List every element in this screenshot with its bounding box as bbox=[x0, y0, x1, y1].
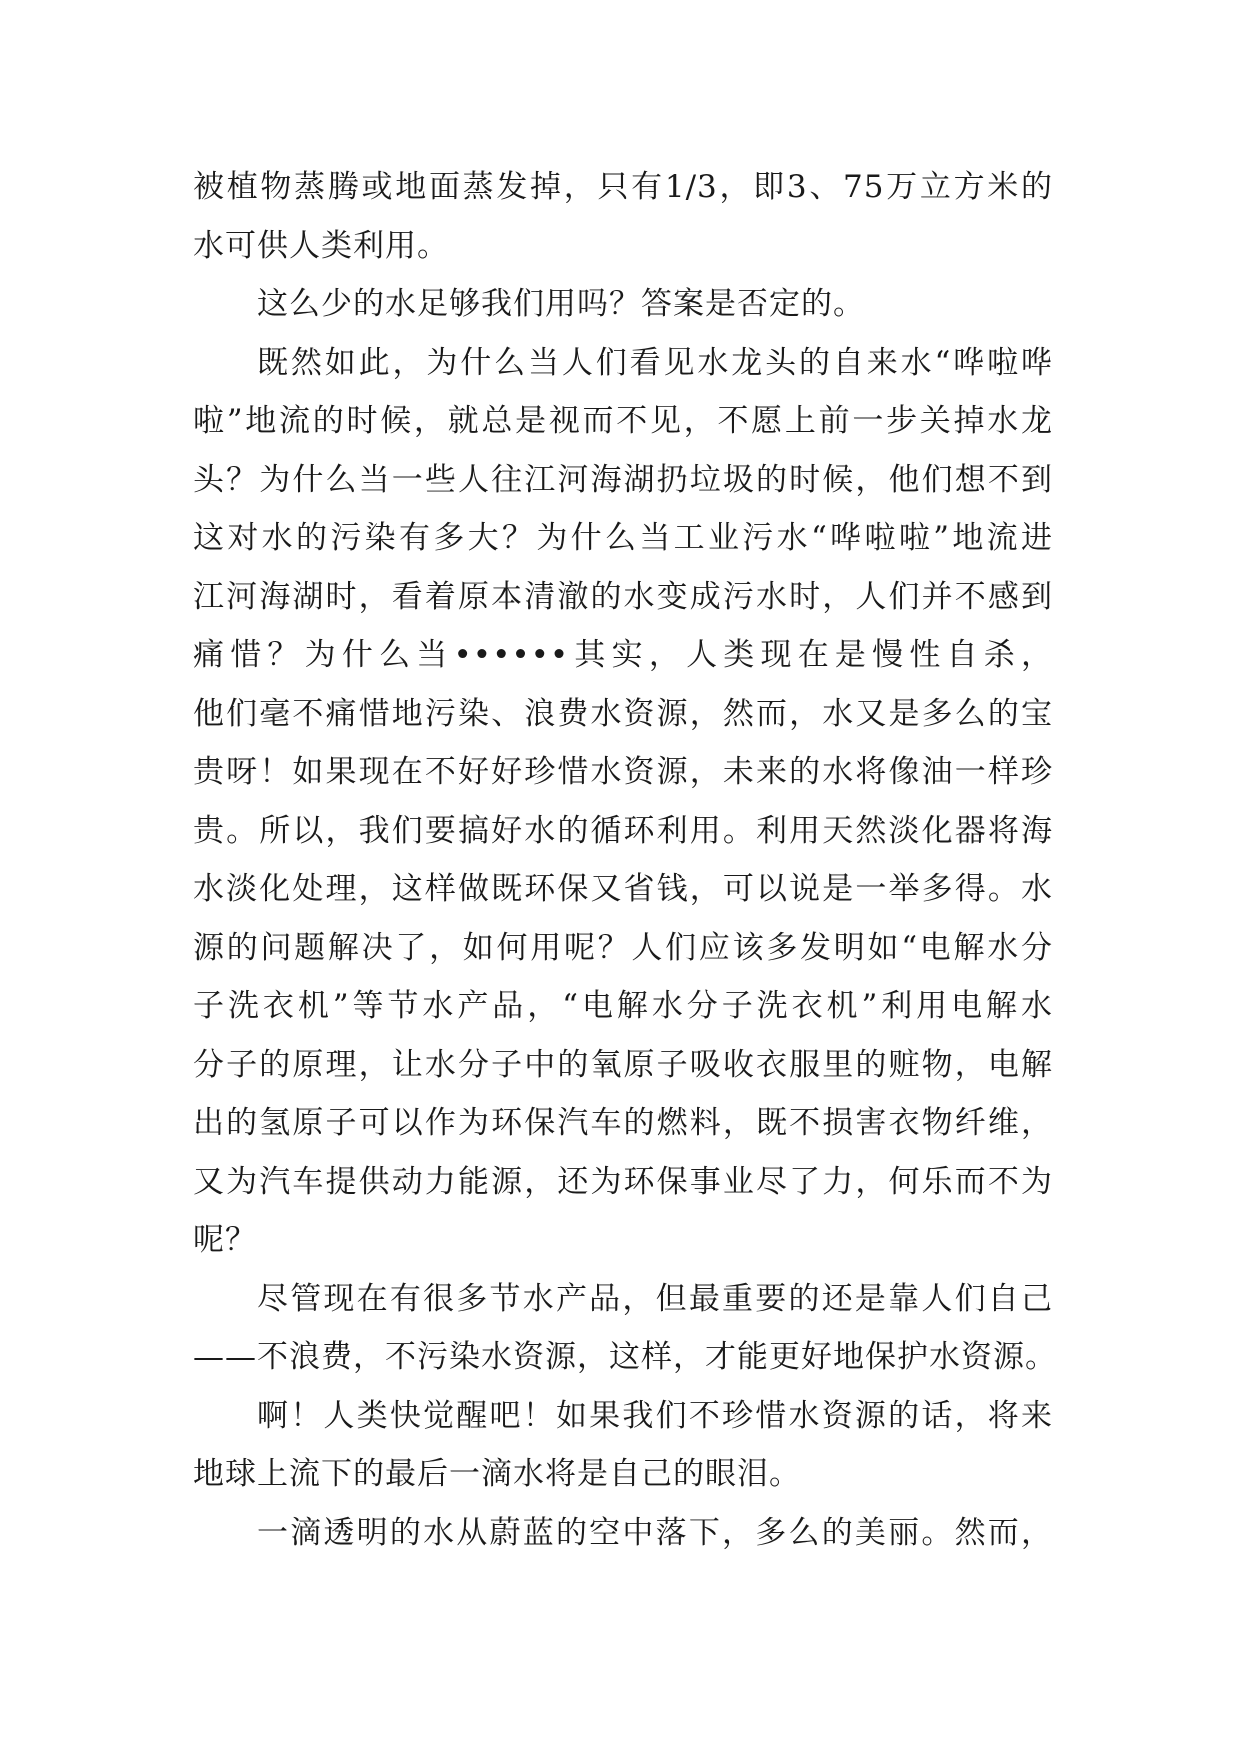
text-line: 分子的原理，让水分子中的氧原子吸收衣服里的赃物，电解 bbox=[193, 1046, 1053, 1083]
text-line: 贵。所以，我们要搞好水的循环利用。利用天然淡化器将海 bbox=[193, 812, 1053, 849]
text-line: 源的问题解决了，如何用呢？人们应该多发明如“电解水分 bbox=[193, 929, 1053, 966]
text-line: 水淡化处理，这样做既环保又省钱，可以说是一举多得。水 bbox=[193, 871, 1053, 907]
text-line: 啊！人类快觉醒吧！如果我们不珍惜水资源的话，将来 bbox=[257, 1397, 1053, 1434]
text-line: 贵呀！如果现在不好好珍惜水资源，未来的水将像油一样珍 bbox=[193, 754, 1053, 790]
text-line: 被植物蒸腾或地面蒸发掉，只有1/3，即3、75万立方米的 bbox=[193, 169, 1053, 205]
text-line: 呢？ bbox=[193, 1222, 257, 1258]
text-line: 痛惜？为什么当••••••其实，人类现在是慢性自杀， bbox=[193, 637, 1053, 673]
text-line: 一滴透明的水从蔚蓝的空中落下，多么的美丽。然而， bbox=[257, 1514, 1053, 1551]
text-line: ——不浪费，不污染水资源，这样，才能更好地保护水资源。 bbox=[193, 1339, 1057, 1375]
text-line: 既然如此，为什么当人们看见水龙头的自来水“哗啦哗 bbox=[257, 344, 1053, 381]
text-line: 他们毫不痛惜地污染、浪费水资源，然而，水又是多么的宝 bbox=[193, 695, 1053, 732]
body-text bbox=[193, 158, 1057, 1562]
text-line: 尽管现在有很多节水产品，但最重要的还是靠人们自己 bbox=[257, 1280, 1053, 1317]
text-line: 出的氢原子可以作为环保汽车的燃料，既不损害衣物纤维， bbox=[193, 1105, 1053, 1141]
text-line: 啦”地流的时候，就总是视而不见，不愿上前一步关掉水龙 bbox=[193, 403, 1053, 439]
text-line: 地球上流下的最后一滴水将是自己的眼泪。 bbox=[193, 1456, 801, 1492]
text-line: 头？为什么当一些人往江河海湖扔垃圾的时候，他们想不到 bbox=[193, 461, 1053, 498]
text-line: 这么少的水足够我们用吗？答案是否定的。 bbox=[257, 286, 865, 322]
text-line: 又为汽车提供动力能源，还为环保事业尽了力，何乐而不为 bbox=[193, 1163, 1053, 1200]
text-line: 这对水的污染有多大？为什么当工业污水“哗啦啦”地流进 bbox=[193, 520, 1053, 556]
text-line: 水可供人类利用。 bbox=[193, 227, 449, 264]
text-line: 江河海湖时，看着原本清澈的水变成污水时，人们并不感到 bbox=[193, 578, 1053, 615]
text-line: 子洗衣机”等节水产品，“电解水分子洗衣机”利用电解水 bbox=[193, 988, 1053, 1024]
